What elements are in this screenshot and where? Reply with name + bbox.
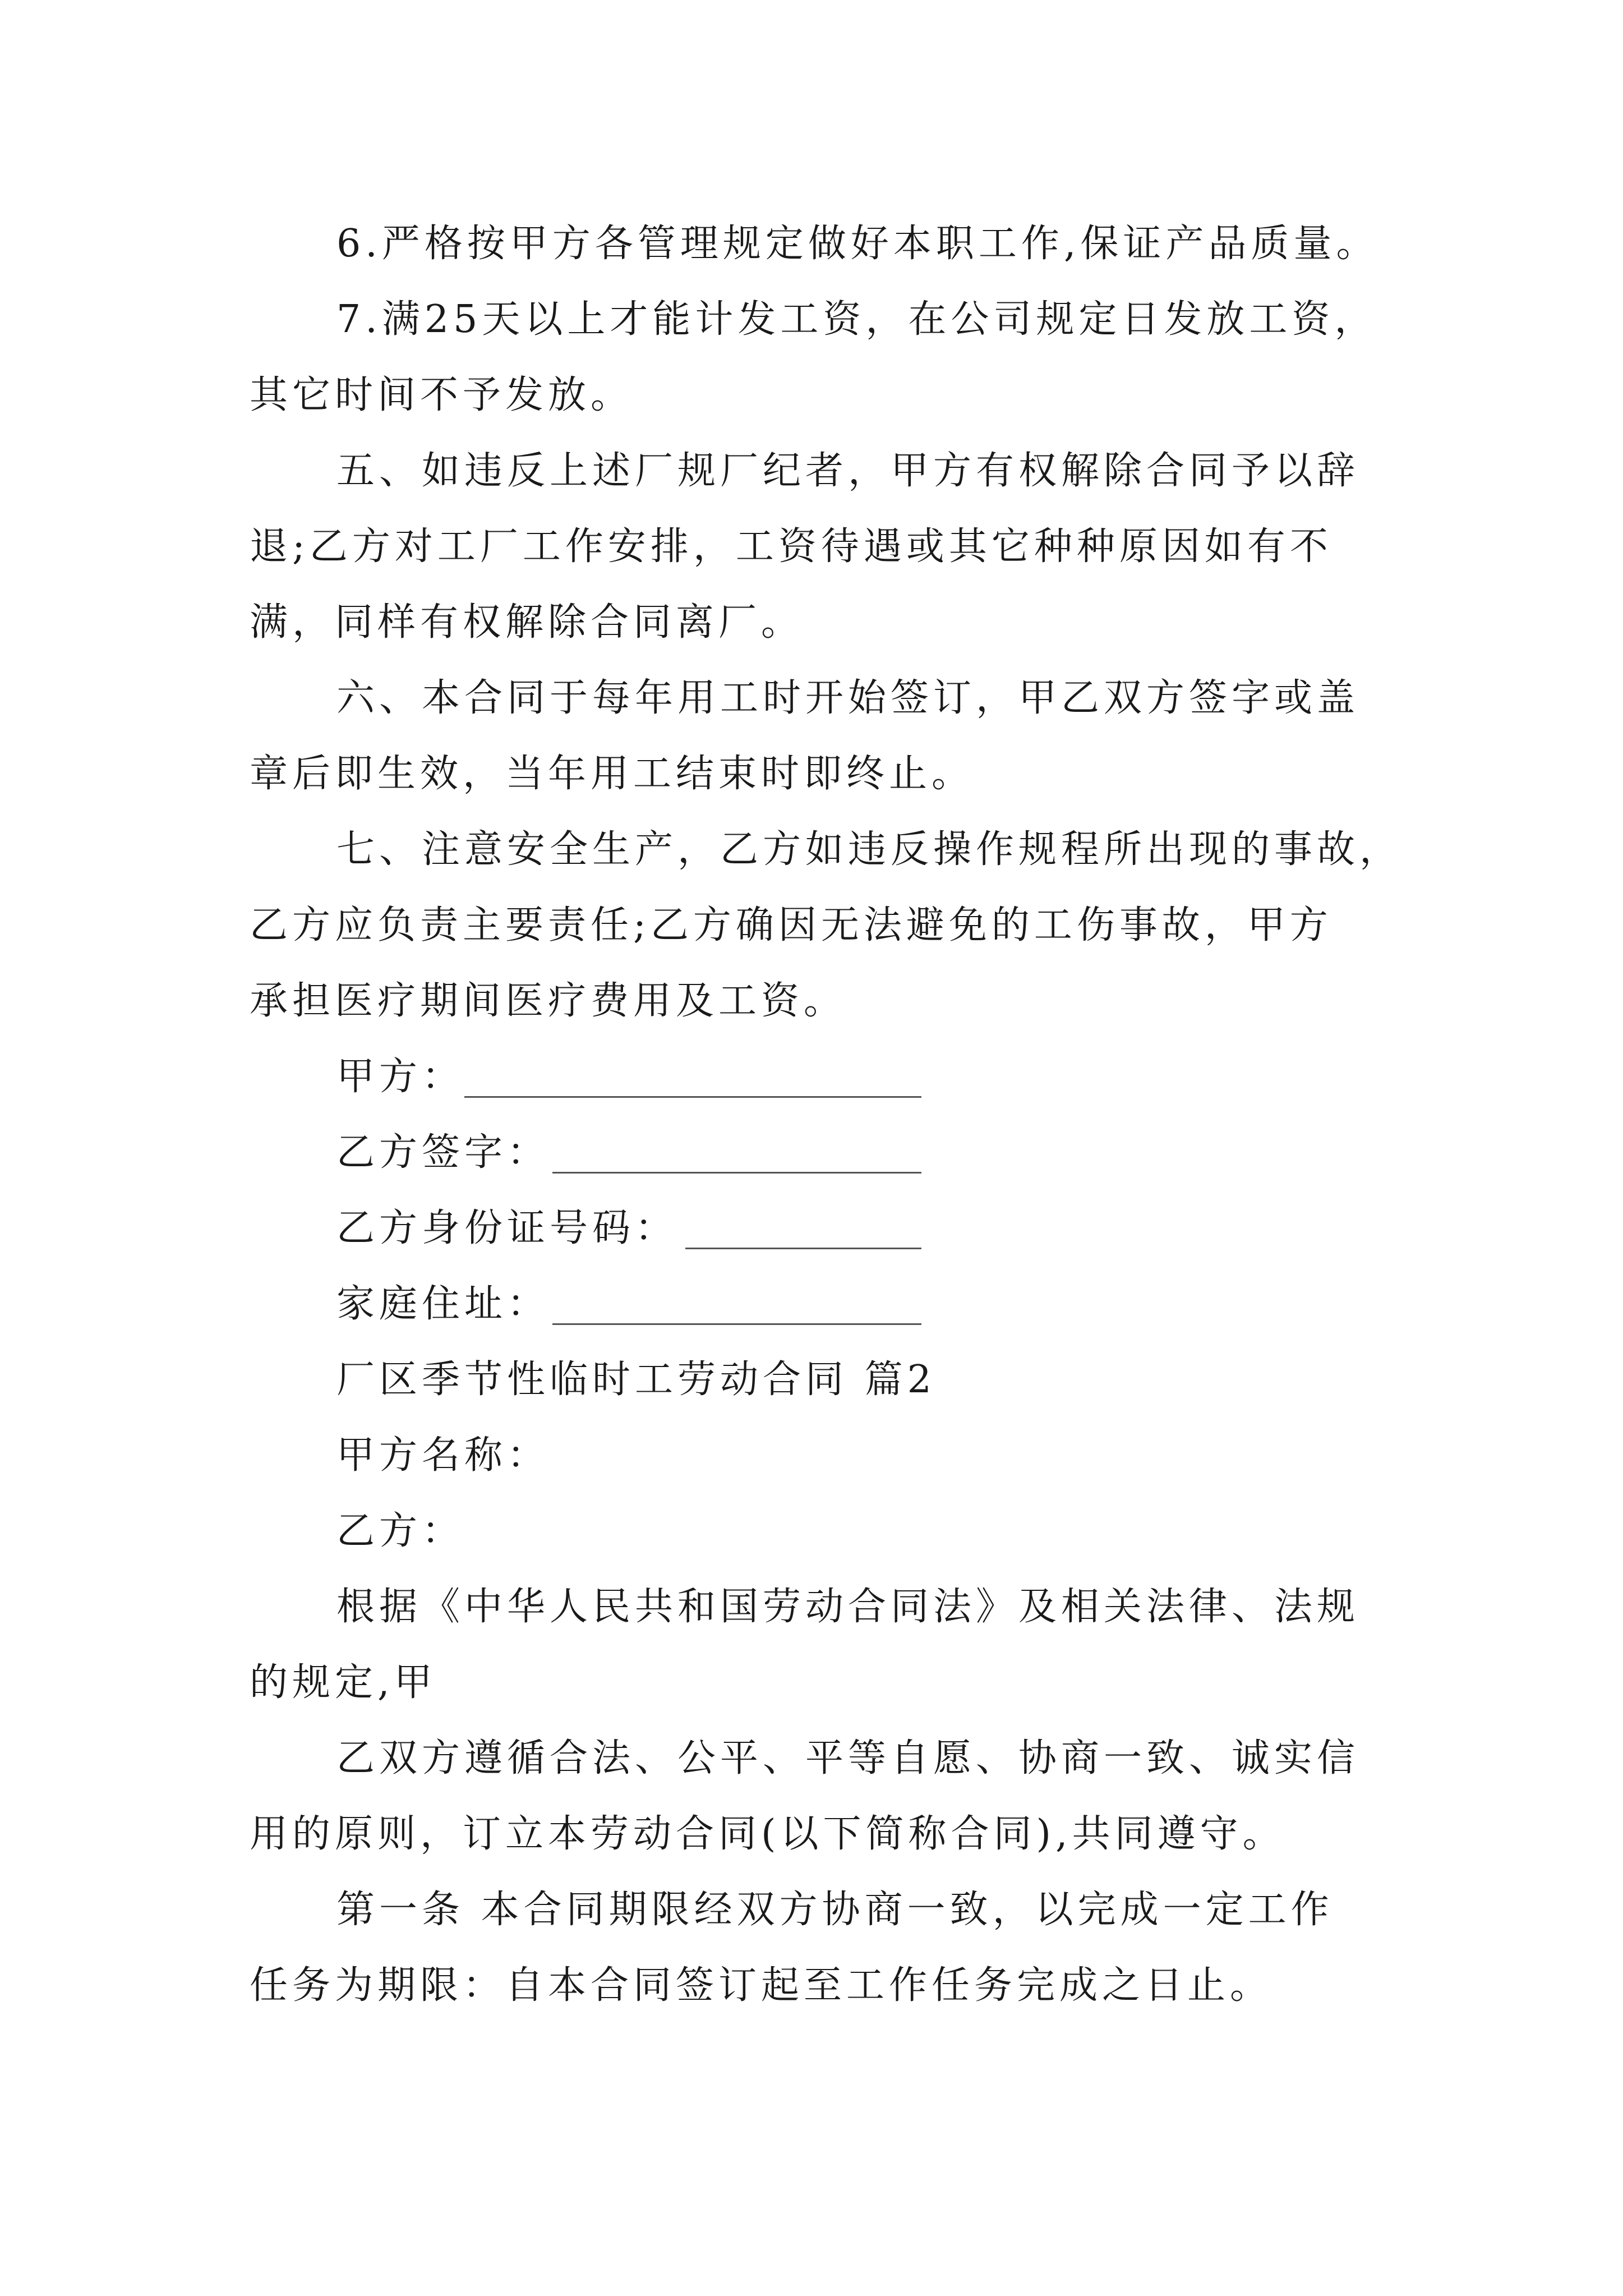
paragraph-line: 章后即生效，当年用工结束时即终止。 (250, 752, 975, 796)
paragraph-line: 其它时间不予发放。 (250, 373, 634, 417)
fill-in-blank (552, 1323, 921, 1325)
home-address-field (336, 1282, 550, 1327)
paragraph-line: 的规定,甲 (250, 1660, 437, 1705)
field-label: 乙方身份证号码： (336, 1206, 678, 1250)
paragraph-line: 满，同样有权解除合同离厂。 (250, 600, 804, 645)
paragraph-line: 7.满25天以上才能计发工资，在公司规定日发放工资， (336, 297, 1377, 342)
paragraph-line: 乙方： (336, 1509, 465, 1553)
paragraph-line: 根据《中华人民共和国劳动合同法》及相关法律、法规 (336, 1585, 1360, 1629)
paragraph-line: 乙双方遵循合法、公平、平等自愿、协商一致、诚实信 (336, 1736, 1360, 1780)
paragraph-line: 承担医疗期间医疗费用及工资。 (250, 979, 847, 1023)
paragraph-line: 乙方应负责主要责任;乙方确因无法避免的工伤事故，甲方 (250, 903, 1332, 947)
id-number-field (336, 1206, 677, 1251)
paragraph-line: 甲方名称： (336, 1433, 550, 1478)
paragraph-line: 六、本合同于每年用工时开始签订，甲乙双方签字或盖 (336, 676, 1360, 720)
paragraph-line: 退;乙方对工厂工作安排，工资待遇或其它种种原因如有不 (250, 524, 1332, 569)
paragraph-line: 七、注意安全生产，乙方如违反操作规程所出现的事故， (336, 827, 1403, 872)
field-label: 家庭住址： (336, 1282, 550, 1326)
paragraph-line: 任务为期限：自本合同签订起至工作任务完成之日止。 (250, 1963, 1273, 2008)
signature-field-party-b (336, 1130, 550, 1175)
fill-in-blank (464, 1096, 921, 1098)
paragraph-line: 6.严格按甲方各管理规定做好本职工作,保证产品质量。 (336, 222, 1379, 266)
field-label: 乙方签字： (336, 1130, 550, 1175)
paragraph-line: 第一条 本合同期限经双方协商一致，以完成一定工作 (336, 1888, 1334, 1932)
section-heading: 厂区季节性临时工劳动合同 篇2 (336, 1358, 936, 1402)
fill-in-blank (685, 1248, 921, 1249)
fill-in-blank (552, 1172, 921, 1174)
paragraph-line: 五、如违反上述厂规厂纪者，甲方有权解除合同予以辞 (336, 449, 1360, 493)
paragraph-line: 用的原则，订立本劳动合同(以下简称合同),共同遵守。 (250, 1812, 1285, 1856)
signature-field-party-a (336, 1055, 464, 1099)
field-label: 甲方： (336, 1055, 465, 1099)
